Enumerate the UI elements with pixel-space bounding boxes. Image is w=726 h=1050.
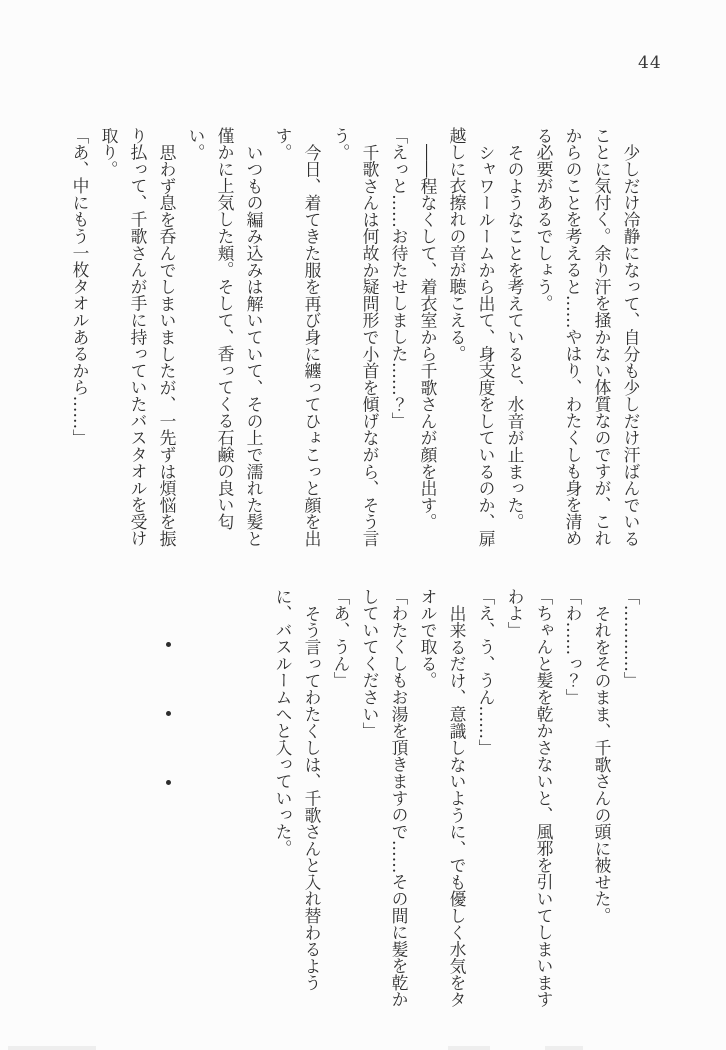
- paragraph: 千歌さんは何故か疑問形で小首を傾げながら、そう言う。: [331, 127, 380, 547]
- paragraph-dialogue: 「わたくしもお湯を頂きますので……その間に髪を乾かしていてください」: [360, 588, 409, 1008]
- paragraph: 今日、着てきた服を再び身に纏ってひょこっと顔を出す。: [273, 127, 322, 547]
- text-block-top: [65, 127, 645, 547]
- scene-break: [164, 642, 172, 785]
- scene-break-dot: [166, 642, 171, 647]
- paragraph: 少しだけ冷静になって、自分も少しだけ汗ばんでいることに気付く。余り汗を掻かない体質なのですが、これからのことを考えると……やはり、わたくしも身を清める必要があるでしょう。: [534, 127, 641, 547]
- paragraph-dialogue: 「えっと……お待たせしました……？」: [389, 127, 409, 430]
- paragraph: それをそのまま、千歌さんの頭に被せた。: [592, 604, 612, 924]
- paragraph-dialogue: 「あ、中にもう一枚タオルあるから……」: [70, 127, 90, 446]
- scene-break-dot: [166, 780, 171, 785]
- paragraph-dialogue: 「わ……っ？」: [563, 588, 583, 706]
- scene-break-dot: [166, 711, 171, 716]
- paragraph-dialogue: 「あ、うん」: [331, 588, 351, 689]
- paragraph: そのようなことを考えていると、水音が止まった。: [505, 143, 525, 530]
- paragraph-dialogue: 「…………」: [621, 588, 641, 689]
- scan-artifact: [448, 1046, 490, 1050]
- paragraph: そう言ってわたくしは、千歌さんと入れ替わるように、バスルームへと入っていった。: [273, 588, 322, 991]
- paragraph: 出来るだけ、意識しないように、でも優しく水気をタオルで取る。: [418, 588, 467, 1008]
- scan-artifact: [8, 1046, 96, 1050]
- paragraph: ――程なくして、着衣室から千歌さんが顔を出す。: [418, 143, 438, 530]
- paragraph: いつもの編み込みは解いていて、その上で濡れた髪と僅かに上気した頬。そして、香ってくる石鹸の良い匂い。: [186, 127, 264, 547]
- paragraph-dialogue: 「ちゃんと髪を乾かさないと、風邪を引いてしまいますわよ」: [505, 588, 554, 1008]
- paragraph: 思わず息を呑んでしまいましたが、一先ずは煩悩を振り払って、千歌さんが手に持っていたバスタオルを受け取り。: [99, 127, 177, 547]
- paragraph-dialogue: 「え、う、うん……」: [476, 588, 496, 756]
- paragraph: シャワールームから出て、身支度をしているのか、扉越しに衣擦れの音が聴こえる。: [447, 127, 496, 547]
- text-block-bottom: [268, 588, 645, 1008]
- scan-artifact: [545, 1046, 583, 1050]
- page-number: 44: [638, 53, 662, 73]
